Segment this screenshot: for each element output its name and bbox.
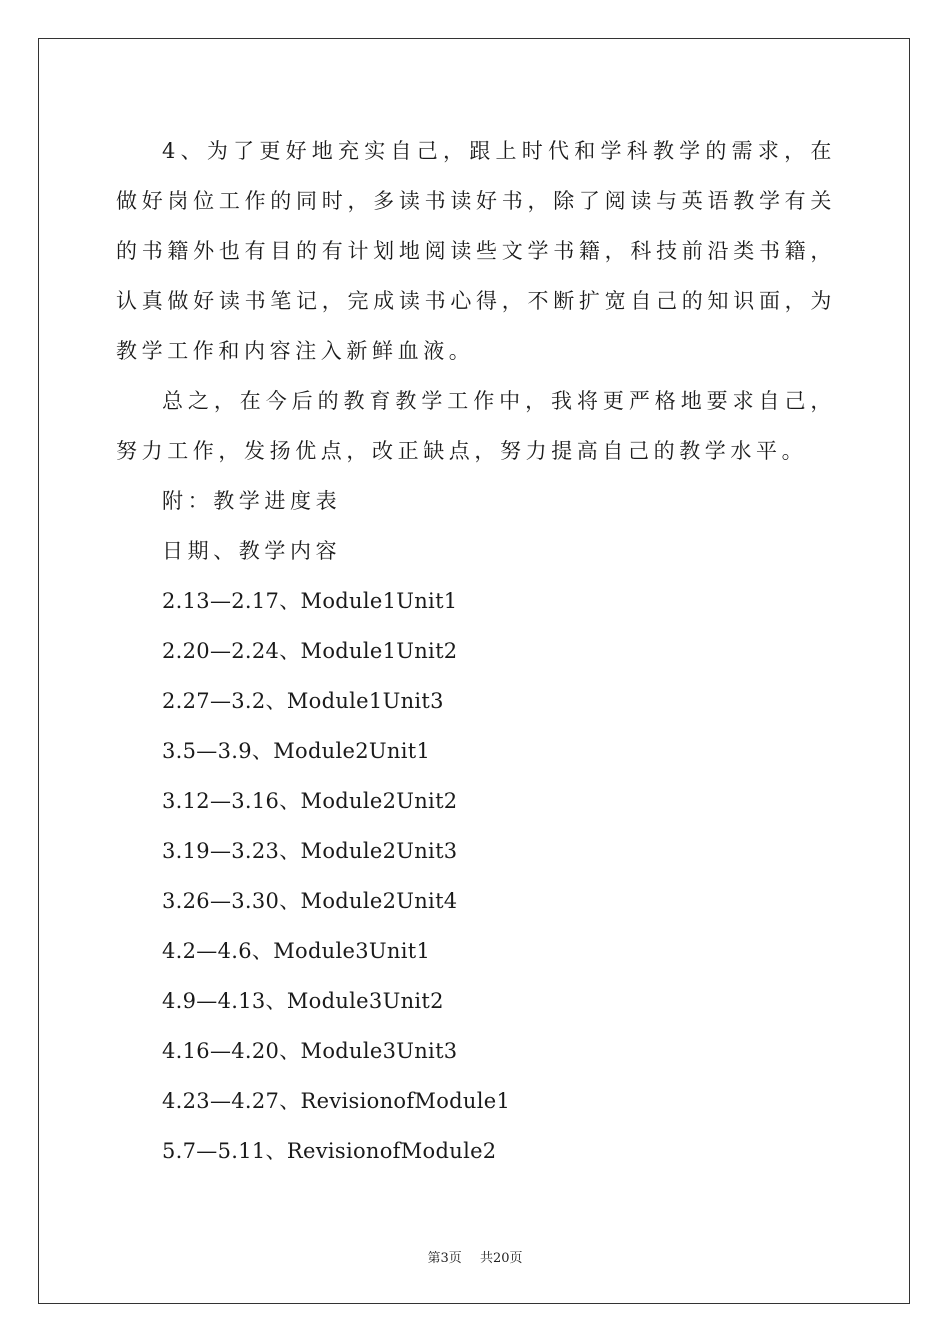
schedule-list [116, 576, 836, 1176]
page-total: 共20页 [479, 1251, 523, 1266]
schedule-item: 4.23—4.27、RevisionofModule1 [162, 1089, 511, 1113]
schedule-header: 日期、教学内容 [162, 539, 342, 563]
page-number: 第3页 [427, 1251, 462, 1266]
schedule-item: 3.26—3.30、Module2Unit4 [162, 889, 458, 913]
schedule-item: 4.16—4.20、Module3Unit3 [162, 1039, 458, 1063]
schedule-item: 4.2—4.6、Module3Unit1 [162, 939, 431, 963]
paragraph-conclusion: 总之，在今后的教育教学工作中，我将更严格地要求自己，努力工作，发扬优点，改正缺点，努力提高自己的教学水平。 [116, 389, 836, 463]
schedule-item: 5.7—5.11、RevisionofModule2 [162, 1139, 497, 1163]
schedule-item: 3.19—3.23、Module2Unit3 [162, 839, 458, 863]
paragraph-reading-plan: 4、为了更好地充实自己，跟上时代和学科教学的需求，在做好岗位工作的同时，多读书读好书，除了阅读与英语教学有关的书籍外也有目的有计划地阅读些文学书籍，科技前沿类书籍，认真做好读书笔记，完成读书心得，不断扩宽自己的知识面，为教学工作和内容注入新鲜血液。 [116, 139, 836, 363]
page-footer [0, 1247, 950, 1266]
schedule-item: 3.12—3.16、Module2Unit2 [162, 789, 458, 813]
schedule-item: 2.20—2.24、Module1Unit2 [162, 639, 458, 663]
schedule-item: 3.5—3.9、Module2Unit1 [162, 739, 431, 763]
document-body [116, 126, 836, 1176]
schedule-item: 2.27—3.2、Module1Unit3 [162, 689, 444, 713]
appendix-title: 附：教学进度表 [162, 489, 342, 513]
schedule-item: 2.13—2.17、Module1Unit1 [162, 589, 458, 613]
schedule-item: 4.9—4.13、Module3Unit2 [162, 989, 444, 1013]
